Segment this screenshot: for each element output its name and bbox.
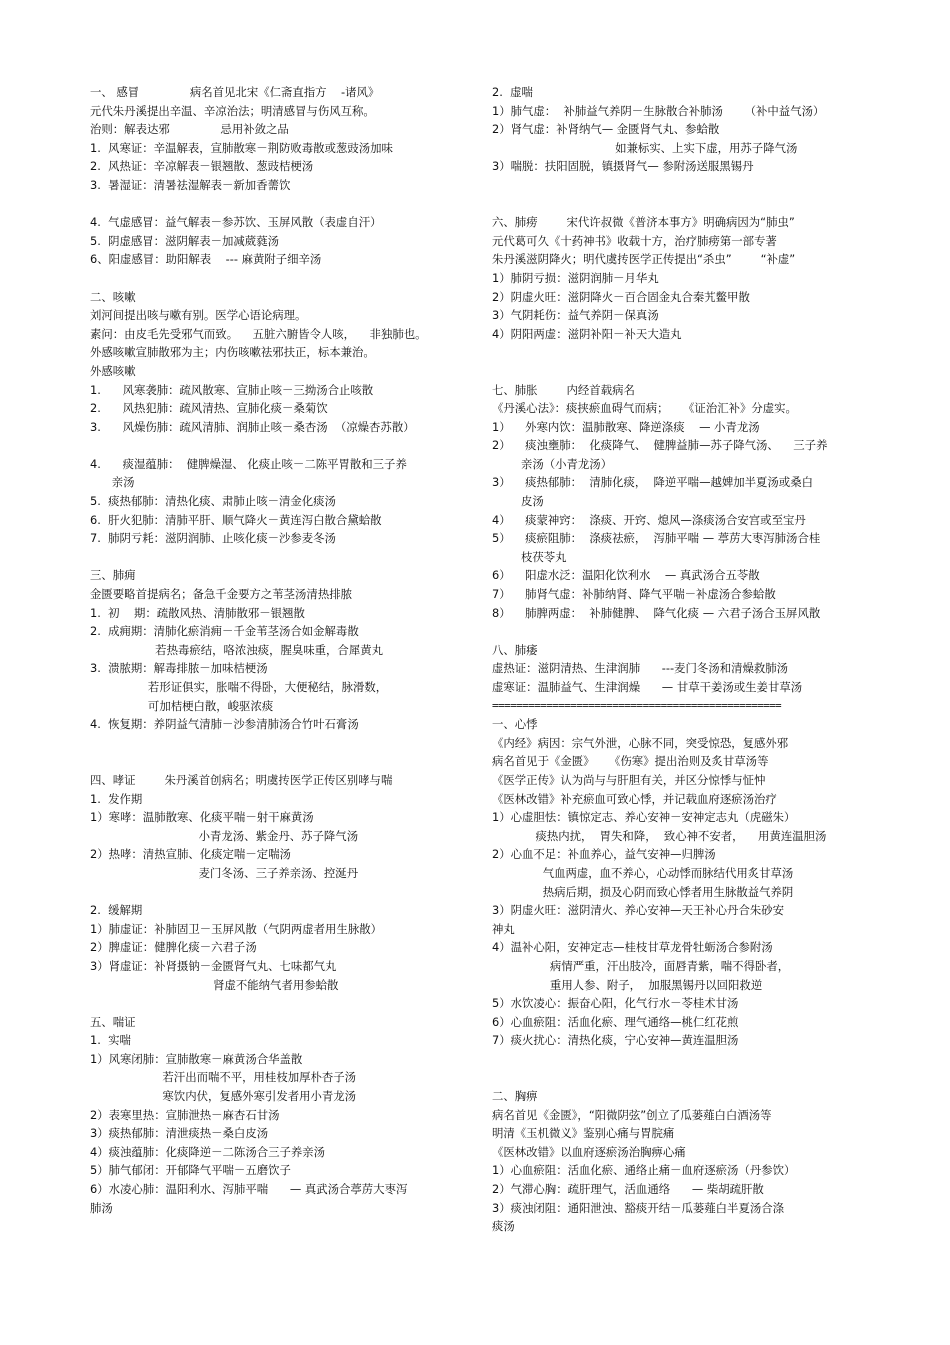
text-line: 4. 痰湿蕴肺： 健脾燥湿、 化痰止咳－二陈平胃散和三子养 [90,456,407,471]
text-line: 4）温补心阳，安神定志—桂枝甘草龙骨牡蛎汤合参附汤 [492,940,773,955]
text-line: 外感咳嗽 [90,363,136,378]
text-line: 5）水饮凌心：振奋心阳，化气行水－苓桂术甘汤 [492,996,739,1011]
text-line: 二、胸痹 [492,1089,538,1104]
text-line: 3. 暑湿证：清暑祛湿解表－新加香薷饮 [90,177,291,192]
text-line: 3）痰热郁肺：清泄痰热－桑白皮汤 [90,1126,269,1141]
text-line: 2）气滞心胸：疏肝理气，活血通络 — 柴胡疏肝散 [492,1182,764,1197]
blank-line [492,343,864,362]
text-line: 6、阳虚感冒：助阳解表 --- 麻黄附子细辛汤 [90,252,322,267]
text-line: 痰汤 [492,1219,515,1234]
text-line: 4） 痰蒙神窍： 涤痰、开窍、熄风—涤痰汤合安宫或至宝丹 [492,512,806,527]
text-line: 2）表寒里热：宣肺泄热－麻杏石甘汤 [90,1107,280,1122]
text-line: 6）心血瘀阻：活血化瘀、理气通络—桃仁红花煎 [492,1014,739,1029]
text-line: 8） 肺脾两虚： 补肺健脾、 降气化痰 — 六君子汤合玉屏风散 [492,605,821,620]
text-line: 6. 肝火犯肺：清肺平肝、顺气降火－黄连泻白散合黛蛤散 [90,512,382,527]
text-line: 2）热哮：清热宣肺、化痰定喘－定喘汤 [90,847,291,862]
text-line: 病名首见《金匮》，“阳微阴弦”创立了瓜蒌薤白白酒汤等 [492,1107,772,1122]
text-line: 1. 风寒袭肺：疏风散寒、宣肺止咳－三拗汤合止咳散 [90,382,374,397]
text-line: 4）痰浊蕴肺：化痰降逆－二陈汤合三子养亲汤 [90,1144,326,1159]
text-line: 1. 发作期 [90,791,143,806]
right-column [492,83,864,1236]
text-line: 亲汤（小青龙汤） [492,456,613,471]
text-line: 6）水凌心肺：温阳利水、泻肺平喘 — 真武汤合葶苈大枣泻 [90,1182,408,1197]
text-line: 1. 初 期：疏散风热、清肺散邪－银翘散 [90,605,305,620]
text-line: 小青龙汤、紫金丹、苏子降气汤 [90,828,359,843]
blank-line [90,548,482,567]
text-line: 刘河间提出咳与嗽有别。医学心语论病理。 [90,308,307,323]
text-line: 元代葛可久《十药神书》收载十方，治疗肺痨第一部专著 [492,233,777,248]
text-line: 病情严重，汗出肢冷，面唇青紫，喘不得卧者， [492,958,790,973]
text-line: 治则：解表达邪 忌用补敛之品 [90,122,289,137]
text-line: 3）阴虚火旺：滋阴清火、养心安神—天王补心丹合朱砂安 [492,903,785,918]
text-line: 7） 肺肾气虚：补肺纳肾、降气平喘－补虚汤合参蛤散 [492,587,776,602]
text-line: 2）肾气虚：补肾纳气— 金匮肾气丸、参蛤散 [492,122,720,137]
text-line: 7. 肺阴亏耗：滋阴润肺、止咳化痰－沙参麦冬汤 [90,531,336,546]
text-line: 4. 气虚感冒：益气解表－参苏饮、玉屏风散（表虚自汗） [90,215,382,230]
text-line: 1）心血瘀阻：活血化瘀、通络止痛－血府逐瘀汤（丹参饮） [492,1163,796,1178]
text-line: 3. 溃脓期：解毒排脓－加味桔梗汤 [90,661,268,676]
text-line: 病名首见于《金匮》 《伤寒》提出治则及炙甘草汤等 [492,754,769,769]
blank-line [492,362,864,381]
text-line: 一、心悸 [492,717,538,732]
text-line: 2. 虚喘 [492,85,533,99]
blank-line [492,176,864,195]
section-divider: ================================================ [492,698,782,712]
text-line: 5） 痰瘀阻肺： 涤痰祛瘀， 泻肺平喘 — 葶苈大枣泻肺汤合桂 [492,531,821,546]
text-line: 若热毒瘀结，咯浓浊痰，腥臭味重，合犀黄丸 [90,642,383,657]
blank-line [492,622,864,641]
text-line: 皮汤 [492,494,544,509]
left-column [90,83,482,1217]
text-line: 可加桔梗白散，峻驱浓痰 [90,698,274,713]
text-line: 《医学正传》认为尚与与肝胆有关，并区分惊悸与怔忡 [492,772,766,787]
text-line: 重用人参、附子， 加服黑锡丹以回阳救逆 [492,977,763,992]
text-line: 2）心血不足：补血养心，益气安神—归脾汤 [492,847,716,862]
blank-line [90,994,482,1013]
text-line: 1）风寒闭肺：宣肺散寒－麻黄汤合华盖散 [90,1051,303,1066]
text-line: 《丹溪心法》：痰挟瘀血碍气而病； 《证治汇补》分虚实。 [492,401,797,416]
text-line: 六、肺痨 宋代许叔微《普济本事方》明确病因为“肺虫” [492,215,795,230]
text-line: 明清《玉机微义》鉴别心痛与胃脘痛 [492,1126,675,1141]
text-line: 《医林改错》以血府逐瘀汤治胸痹心痛 [492,1144,686,1159]
text-line: 3） 痰热郁肺： 清肺化痰， 降逆平喘—越婢加半夏汤或桑白 [492,475,813,490]
text-line: 若形证俱实，胀喘不得卧，大便秘结，脉滑数， [90,680,388,694]
blank-line [90,883,482,902]
text-line: 5. 痰热郁肺：清热化痰、肃肺止咳－清金化痰汤 [90,494,336,509]
text-line: 2. 风热犯肺：疏风清热、宣肺化痰－桑菊饮 [90,401,328,416]
text-line: 如兼标实、上实下虚，用苏子降气汤 [492,140,798,155]
blank-line [90,195,482,214]
text-line: 虚寒证：温肺益气、生津润燥 — 甘草干姜汤或生姜甘草汤 [492,680,803,694]
blank-line [90,734,482,753]
blank-line [90,269,482,288]
text-line: 3）肾虚证：补肾摄钠－金匮肾气丸、七味都气丸 [90,958,337,973]
text-line: 亲汤 [90,475,135,490]
text-line: 虚热证：滋阴清热、生津润肺 ---麦门冬汤和清燥救肺汤 [492,661,789,676]
blank-line [492,195,864,214]
text-line: 气血两虚，血不养心，心动悸而脉结代用炙甘草汤 [492,865,794,880]
text-line: 热病后期，损及心阴而致心悸者用生脉散益气养阴 [492,884,794,899]
blank-line [492,1068,864,1087]
text-line: 3）喘脱：扶阳固脱，镇摄肾气— 参附汤送服黑锡丹 [492,159,754,174]
text-line: 枝茯苓丸 [492,549,567,564]
text-line: 1） 外寒内饮：温肺散寒、降逆涤痰 — 小青龙汤 [492,419,760,434]
text-line: 朱丹溪滋阴降火；明代虞抟医学正传提出“杀虫” “补虚” [492,252,796,267]
text-line: 四、哮证 朱丹溪首创病名；明虞抟医学正传区别哮与喘 [90,772,393,787]
text-line: 肾虚不能纳气者用参蛤散 [90,977,339,992]
text-line: 元代朱丹溪提出辛温、辛凉治法；明清感冒与伤风互称。 [90,103,375,118]
text-line: 2）阴虚火旺：滋阴降火－百合固金丸合秦艽鳖甲散 [492,289,750,304]
blank-line [90,436,482,455]
text-line: 麦门冬汤、三子养亲汤、控涎丹 [90,865,359,880]
text-line: 2. 成痈期：清肺化瘀消痈－千金苇茎汤合如金解毒散 [90,624,359,639]
text-line: 一、 感冒 病名首见北宋《仁斋直指方 -诸风》 [90,85,380,99]
text-line: 外感咳嗽宣肺散邪为主；内伤咳嗽祛邪扶正，标本兼治。 [90,345,375,360]
text-line: 3）痰浊闭阻：通阳泄浊、豁痰开结－瓜蒌薤白半夏汤合涤 [492,1200,785,1215]
text-line: 八、肺痿 [492,642,538,657]
text-line: 《内经》病因：宗气外泄，心脉不同，突受惊恐，复感外邪 [492,735,789,750]
text-line: 《医林改错》补充瘀血可致心悸，并记载血府逐瘀汤治疗 [492,791,777,806]
text-line: 金匮要略首提病名；备急千金要方之苇茎汤清热排脓 [90,587,352,602]
text-line: 5）肺气郁闭：开郁降气平喘－五磨饮子 [90,1163,291,1178]
text-line: 1）寒哮：温肺散寒、化痰平喘－射干麻黄汤 [90,810,314,825]
text-line: 寒饮内伏，复感外寒引发者用小青龙汤 [90,1089,357,1104]
text-line: 1）肺气虚： 补肺益气养阴－生脉散合补肺汤 （补中益气汤） [492,103,825,118]
text-line: 1. 风寒证：辛温解表，宣肺散寒－荆防败毒散或葱豉汤加味 [90,140,393,155]
blank-line [90,752,482,771]
text-line: 2） 痰浊壅肺： 化痰降气、 健脾益肺—苏子降气汤、 三子养 [492,438,828,453]
text-line: 素问：由皮毛先受邪气而致。 五脏六腑皆令人咳， 非独肺也。 [90,326,427,341]
blank-line [492,1050,864,1069]
text-line: 神丸 [492,921,515,936]
text-line: 4. 恢复期：养阴益气清肺－沙参清肺汤合竹叶石膏汤 [90,717,359,732]
text-line: 二、咳嗽 [90,289,136,304]
text-line: 1）心虚胆怯：镇惊定志、养心安神－安神定志丸（虎磁朱） [492,810,796,825]
text-line: 1）肺阴亏损：滋阴润肺－月华丸 [492,270,659,285]
text-line: 七、肺胀 内经首载病名 [492,382,635,397]
text-line: 6） 阳虚水泛：温阳化饮利水 — 真武汤合五苓散 [492,568,760,583]
text-line: 3）气阴耗伤：益气养阴－保真汤 [492,308,659,323]
text-line: 五、喘证 [90,1014,136,1029]
text-line: 7）痰火扰心：清热化痰，宁心安神—黄连温胆汤 [492,1033,739,1048]
text-line: 若汗出而喘不平，用桂枝加厚朴杏子汤 [90,1070,357,1085]
text-line: 1. 实喘 [90,1033,131,1048]
text-line: 2. 缓解期 [90,903,143,918]
text-line: 3. 风燥伤肺：疏风清肺、润肺止咳－桑杏汤 （凉燥杏苏散） [90,419,415,434]
text-line: 4）阴阳两虚：滋阴补阳－补天大造丸 [492,326,682,341]
text-line: 5. 阴虚感冒：滋阴解表－加减葳蕤汤 [90,233,279,248]
text-line: 痰热内扰， 胃失和降， 致心神不安者， 用黄连温胆汤 [492,828,827,843]
text-line: 2）脾虚证：健脾化痰－六君子汤 [90,940,257,955]
text-line: 2. 风热证：辛凉解表－银翘散、葱豉桔梗汤 [90,159,314,174]
text-line: 三、肺痈 [90,568,136,583]
text-line: 肺汤 [90,1200,113,1215]
text-line: 1）肺虚证：补肺固卫－玉屏风散（气阴两虚者用生脉散） [90,921,383,936]
